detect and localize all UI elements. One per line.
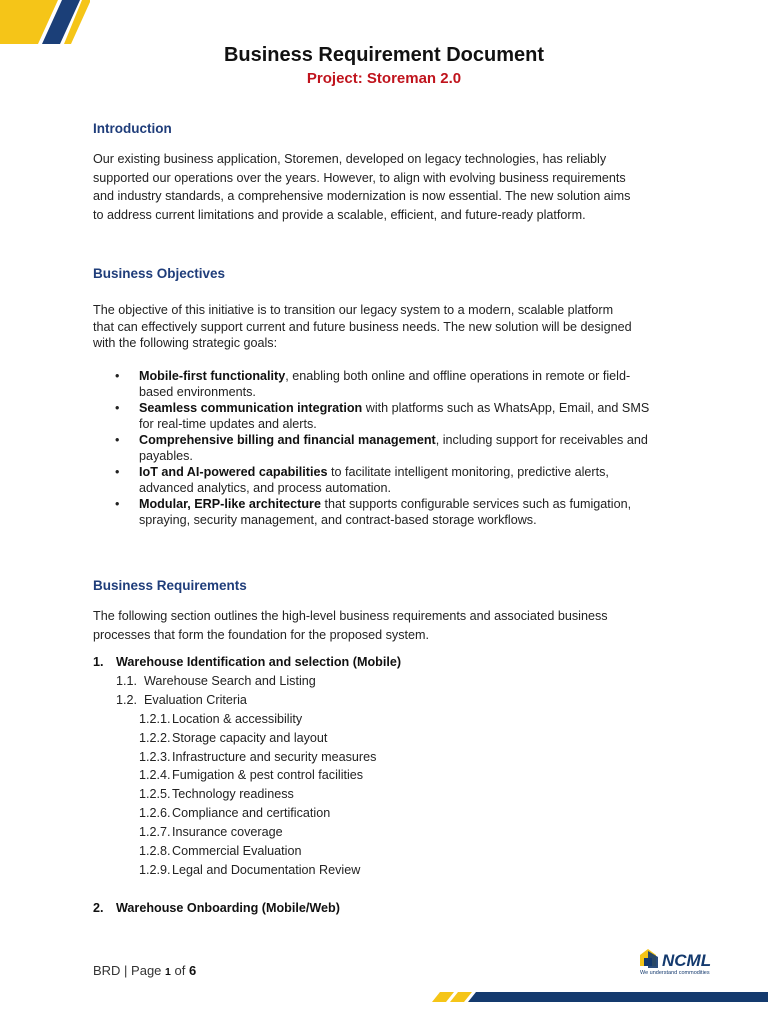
introduction-paragraph bbox=[93, 150, 678, 224]
footer-stripe-decoration bbox=[430, 988, 768, 1008]
paragraph-line: processes that form the foundation for the proposed system. bbox=[93, 627, 430, 642]
page-footer: BRD | Page 1 of 6 bbox=[93, 963, 197, 978]
page-number: 1 bbox=[165, 966, 171, 978]
bullet-icon: • bbox=[115, 433, 120, 447]
requirement-item-1-2-4: 1.2.4.Fumigation & pest control facilities bbox=[139, 768, 364, 782]
requirement-item-1-1: 1.1. Warehouse Search and Listing bbox=[116, 674, 316, 688]
bullet-bold-text: IoT and AI-powered capabilities bbox=[139, 465, 328, 479]
bullet-bold-text: Modular, ERP-like architecture bbox=[139, 497, 321, 511]
list-item bbox=[93, 368, 678, 400]
document-title: Business Requirement Document bbox=[223, 44, 545, 66]
page-total: 6 bbox=[188, 963, 197, 978]
list-item bbox=[93, 400, 678, 432]
paragraph-line: The following section outlines the high-level business requirements and associated business bbox=[93, 609, 608, 623]
paragraph-line: supported our operations over the years. However, to align with evolving business requirements bbox=[93, 170, 626, 185]
paragraph-line: Our existing business application, Storemen, developed on legacy technologies, has reliably bbox=[93, 152, 607, 166]
bullet-text: based environments. bbox=[139, 385, 256, 399]
bullet-bold-text: Seamless communication integration bbox=[139, 401, 363, 415]
requirement-item-1-2-6: 1.2.6.Compliance and certification bbox=[139, 806, 331, 820]
bullet-text: , including support for receivables and bbox=[435, 433, 648, 447]
list-item bbox=[93, 432, 678, 464]
bullet-text: payables. bbox=[139, 449, 193, 463]
document-subtitle: Project: Storeman 2.0 bbox=[306, 70, 462, 87]
paragraph-line: The objective of this initiative is to transition our legacy system to a modern, scalable platform bbox=[93, 303, 614, 317]
bullet-text: to facilitate intelligent monitoring, predictive alerts, bbox=[327, 465, 609, 479]
requirement-item-1-2-5: 1.2.5.Technology readiness bbox=[139, 787, 294, 801]
list-item bbox=[93, 496, 678, 528]
requirement-item-1-2-9: 1.2.9.Legal and Documentation Review bbox=[139, 863, 361, 877]
paragraph-line: and industry standards, a comprehensive modernization is now essential. The new solution aims bbox=[93, 189, 631, 203]
svg-text:NCML: NCML bbox=[662, 951, 712, 970]
requirement-item-1-2-8: 1.2.8.Commercial Evaluation bbox=[139, 844, 302, 858]
objectives-heading: Business Objectives bbox=[93, 266, 226, 281]
corner-stripes-decoration bbox=[0, 0, 90, 48]
requirements-paragraph bbox=[93, 607, 678, 644]
requirement-item-1-2-1: 1.2.1.Location & accessibility bbox=[139, 712, 303, 726]
requirement-item-1-2: 1.2. Evaluation Criteria bbox=[116, 693, 247, 707]
bullet-text: spraying, security management, and contract-based storage workflows. bbox=[139, 513, 537, 527]
ncml-logo bbox=[636, 946, 738, 976]
bullet-icon: • bbox=[115, 401, 120, 415]
bullet-bold-text: Mobile-first functionality bbox=[139, 369, 286, 383]
bullet-icon: • bbox=[115, 369, 120, 383]
bullet-text: for real-time updates and alerts. bbox=[139, 417, 317, 431]
list-item bbox=[93, 464, 678, 496]
bullet-icon: • bbox=[115, 497, 120, 511]
bullet-bold-text: Comprehensive billing and financial management bbox=[139, 433, 436, 447]
bullet-text: that supports configurable services such as fumigation, bbox=[320, 497, 632, 511]
requirement-item-1-2-2: 1.2.2.Storage capacity and layout bbox=[139, 731, 328, 745]
bullet-icon: • bbox=[115, 465, 120, 479]
paragraph-line: that can effectively support current and future business needs. The new solution will be designed bbox=[93, 319, 632, 334]
requirement-item-2: 2. Warehouse Onboarding (Mobile/Web) bbox=[93, 901, 340, 915]
requirements-heading: Business Requirements bbox=[93, 578, 247, 593]
requirement-item-1: 1. Warehouse Identification and selection (Mobile) bbox=[93, 655, 402, 669]
requirement-item-1-2-3: 1.2.3.Infrastructure and security measures bbox=[139, 750, 377, 764]
bullet-text: , enabling both online and offline operations in remote or field- bbox=[285, 369, 631, 383]
paragraph-line: to address current limitations and provide a scalable, efficient, and future-ready platform. bbox=[93, 207, 586, 222]
objectives-bullet-list bbox=[93, 368, 678, 528]
paragraph-line: with the following strategic goals: bbox=[93, 336, 278, 350]
bullet-text: advanced analytics, and process automation. bbox=[139, 481, 392, 495]
bullet-text: with platforms such as WhatsApp, Email, and SMS bbox=[362, 401, 650, 415]
requirement-item-1-2-7: 1.2.7.Insurance coverage bbox=[139, 825, 283, 839]
objectives-paragraph bbox=[93, 302, 678, 352]
svg-text:We understand commodities: We understand commodities bbox=[640, 970, 710, 976]
introduction-heading: Introduction bbox=[93, 121, 172, 136]
